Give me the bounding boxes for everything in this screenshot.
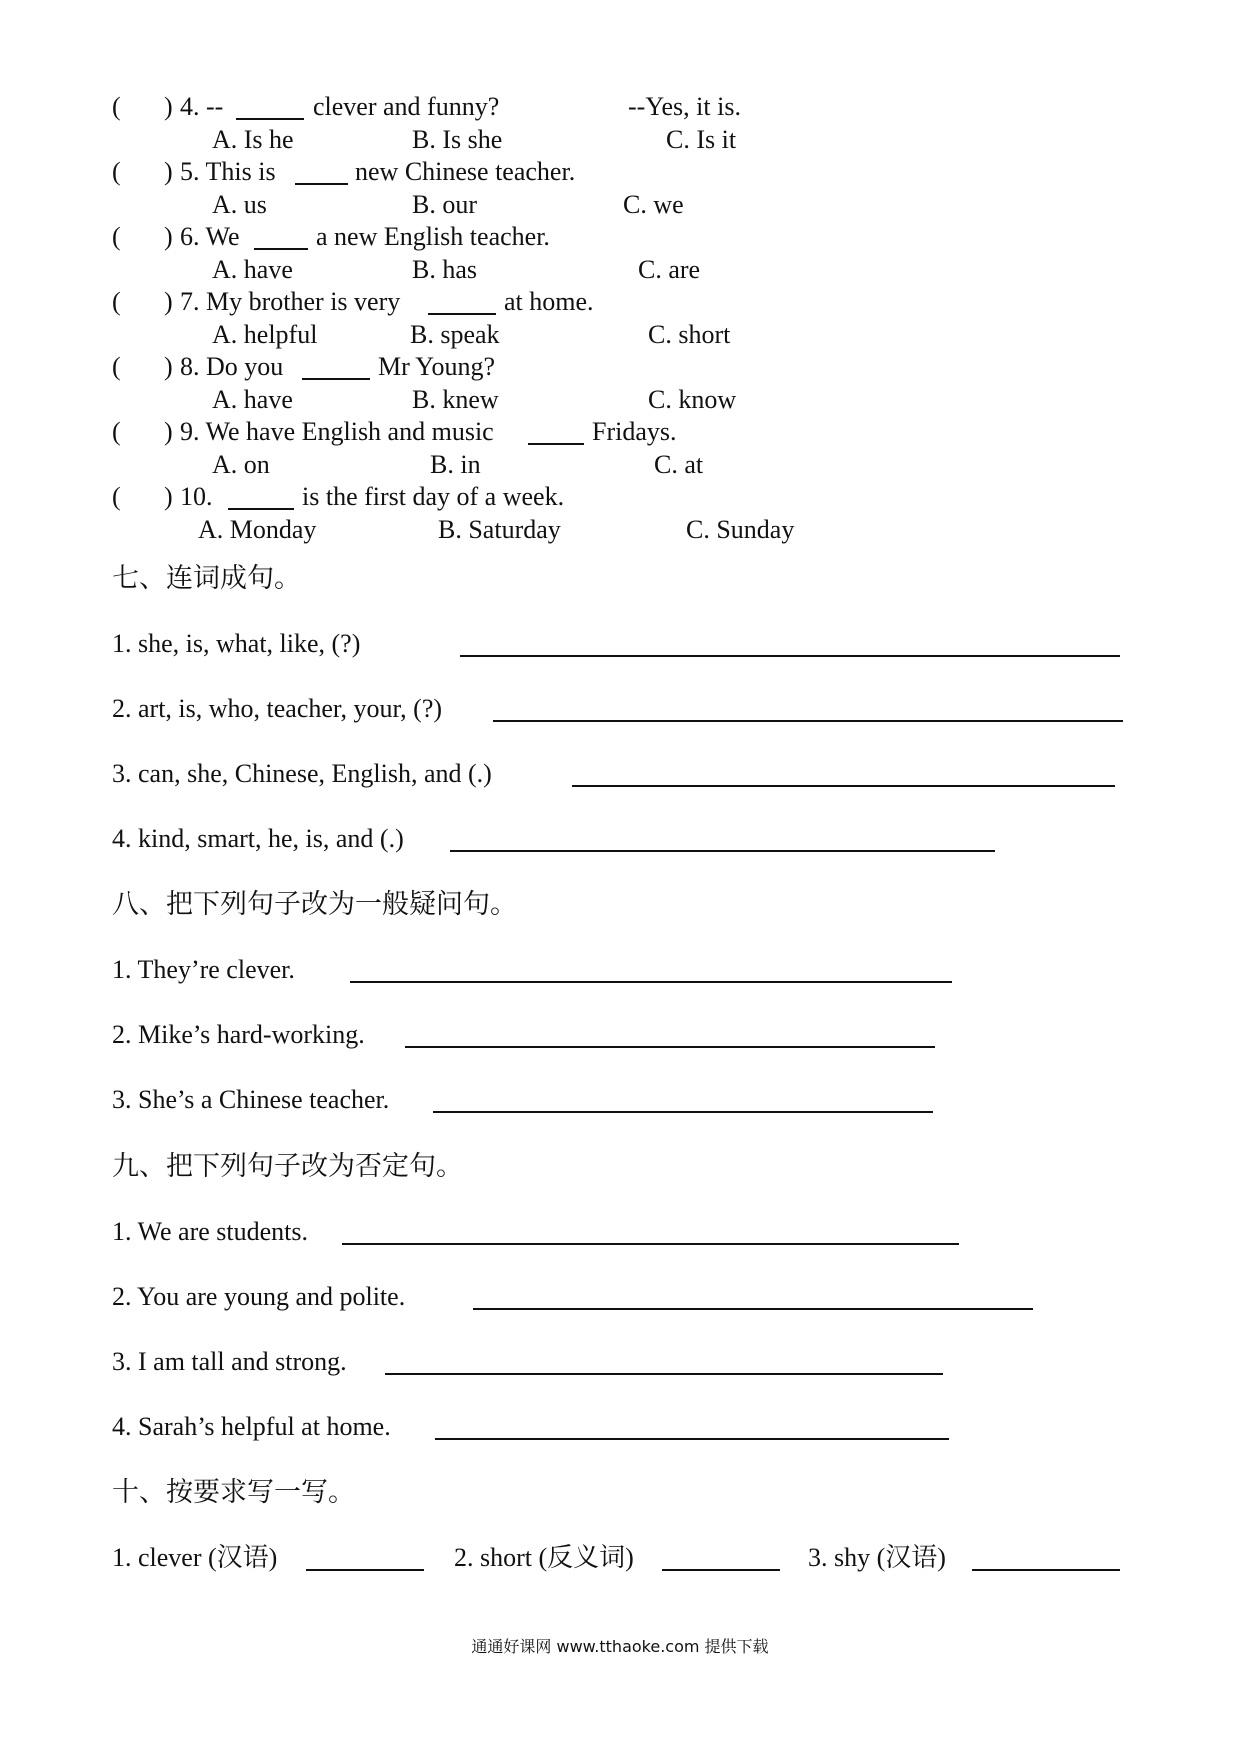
option-c: C. Sunday xyxy=(686,515,795,544)
exercise-prompt: 1. she, is, what, like, (?) xyxy=(112,629,361,658)
answer-line[interactable] xyxy=(972,1569,1120,1571)
answer-line[interactable] xyxy=(435,1438,949,1440)
exercise-prompt: 4. Sarah’s helpful at home. xyxy=(112,1412,391,1441)
question-stem: 5. This is xyxy=(180,157,276,186)
answer-paren-open: ( xyxy=(112,222,121,251)
exercise-prompt: 1. We are students. xyxy=(112,1217,308,1246)
answer-paren-close: ) xyxy=(164,417,173,446)
question-stem: 9. We have English and music xyxy=(180,417,494,446)
option-c: C. know xyxy=(648,385,737,414)
question-stem: 10. xyxy=(180,482,213,511)
option-b: B. Saturday xyxy=(438,515,561,544)
option-c: C. are xyxy=(638,255,701,284)
answer-paren-close: ) xyxy=(164,157,173,186)
option-c: C. short xyxy=(648,320,731,349)
option-a: A. Monday xyxy=(198,515,317,544)
answer-line[interactable] xyxy=(572,785,1115,787)
answer-line[interactable] xyxy=(473,1308,1033,1310)
question-reply: --Yes, it is. xyxy=(628,92,741,121)
answer-paren-open: ( xyxy=(112,417,121,446)
question-stem-end: Fridays. xyxy=(592,417,677,446)
question-stem-end: is the first day of a week. xyxy=(302,482,565,511)
section-heading: 八、把下列句子改为一般疑问句。 xyxy=(112,889,517,919)
option-b: B. speak xyxy=(410,320,500,349)
option-b: B. our xyxy=(412,190,477,219)
fill-blank[interactable] xyxy=(302,378,370,380)
exercise-prompt: 3. can, she, Chinese, English, and (.) xyxy=(112,759,492,788)
answer-line[interactable] xyxy=(405,1046,935,1048)
answer-line[interactable] xyxy=(493,720,1123,722)
question-stem-end: new Chinese teacher. xyxy=(355,157,576,186)
option-c: C. we xyxy=(623,190,684,219)
fill-blank[interactable] xyxy=(228,508,294,510)
answer-line[interactable] xyxy=(662,1569,780,1571)
question-stem-end: Mr Young? xyxy=(378,352,496,381)
question-stem-end: a new English teacher. xyxy=(316,222,550,251)
question-stem: 8. Do you xyxy=(180,352,284,381)
exercise-prompt: 1. They’re clever. xyxy=(112,955,295,984)
answer-paren-open: ( xyxy=(112,157,121,186)
exercise-prompt: 1. clever (汉语) xyxy=(112,1543,278,1572)
option-a: A. us xyxy=(212,190,267,219)
fill-blank[interactable] xyxy=(295,183,348,185)
answer-line[interactable] xyxy=(460,655,1120,657)
answer-line[interactable] xyxy=(450,850,995,852)
answer-paren-open: ( xyxy=(112,352,121,381)
fill-blank[interactable] xyxy=(428,313,496,315)
option-a: A. Is he xyxy=(212,125,294,154)
question-stem-end: clever and funny? xyxy=(313,92,500,121)
option-b: B. Is she xyxy=(412,125,503,154)
answer-paren-close: ) xyxy=(164,482,173,511)
question-stem: 4. -- xyxy=(180,92,224,121)
answer-paren-close: ) xyxy=(164,287,173,316)
exercise-prompt: 2. You are young and polite. xyxy=(112,1282,406,1311)
exercise-prompt: 3. I am tall and strong. xyxy=(112,1347,347,1376)
question-stem-end: at home. xyxy=(504,287,594,316)
option-c: C. Is it xyxy=(666,125,737,154)
section-heading: 九、把下列句子改为否定句。 xyxy=(112,1151,463,1181)
option-b: B. has xyxy=(412,255,477,284)
option-b: B. in xyxy=(430,450,481,479)
page-footer: 通通好课网 www.tthaoke.com 提供下载 xyxy=(471,1637,769,1656)
exercise-prompt: 4. kind, smart, he, is, and (.) xyxy=(112,824,404,853)
answer-paren-open: ( xyxy=(112,482,121,511)
option-a: A. helpful xyxy=(212,320,318,349)
answer-line[interactable] xyxy=(342,1243,959,1245)
answer-paren-open: ( xyxy=(112,92,121,121)
answer-paren-close: ) xyxy=(164,352,173,381)
option-b: B. knew xyxy=(412,385,499,414)
answer-line[interactable] xyxy=(306,1569,424,1571)
section-heading: 七、连词成句。 xyxy=(112,563,301,593)
answer-line[interactable] xyxy=(350,981,952,983)
answer-paren-close: ) xyxy=(164,222,173,251)
answer-paren-open: ( xyxy=(112,287,121,316)
option-a: A. on xyxy=(212,450,270,479)
section-heading: 十、按要求写一写。 xyxy=(112,1477,355,1507)
exercise-prompt: 3. shy (汉语) xyxy=(808,1543,946,1572)
answer-line[interactable] xyxy=(385,1373,943,1375)
exercise-prompt: 3. She’s a Chinese teacher. xyxy=(112,1085,390,1114)
option-c: C. at xyxy=(654,450,704,479)
question-stem: 6. We xyxy=(180,222,240,251)
exercise-prompt: 2. Mike’s hard-working. xyxy=(112,1020,365,1049)
question-stem: 7. My brother is very xyxy=(180,287,401,316)
answer-paren-close: ) xyxy=(164,92,173,121)
option-a: A. have xyxy=(212,255,293,284)
exercise-prompt: 2. art, is, who, teacher, your, (?) xyxy=(112,694,443,723)
fill-blank[interactable] xyxy=(236,118,304,120)
fill-blank[interactable] xyxy=(528,443,584,445)
fill-blank[interactable] xyxy=(254,248,308,250)
exercise-prompt: 2. short (反义词) xyxy=(454,1543,634,1572)
answer-line[interactable] xyxy=(433,1111,933,1113)
option-a: A. have xyxy=(212,385,293,414)
